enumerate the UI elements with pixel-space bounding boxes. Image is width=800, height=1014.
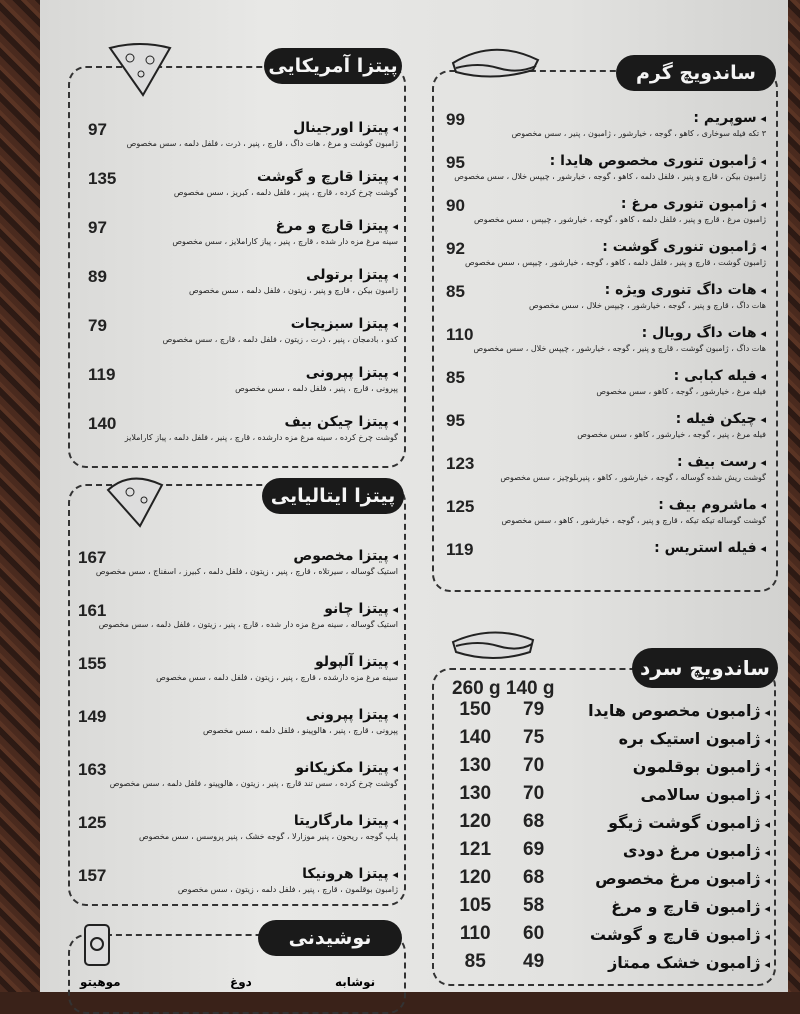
soda-can-icon <box>82 922 112 968</box>
item-price: 89 <box>88 267 107 286</box>
item-description: ۳ تکه فیله سوخاری ، کاهو ، گوجه ، خیارشور ، ژامبون ، پنیر ، سس مخصوص <box>511 129 766 138</box>
item-name: ◂ پیتزا آلپولو <box>78 654 398 670</box>
item-name: ◂ پیتزا چیکن بیف <box>88 414 398 430</box>
item-price: 119 <box>446 540 474 559</box>
item-price: 110 <box>446 325 474 344</box>
item-description: فیله مرغ ، خیارشور ، گوجه ، کاهو ، سس مخصوص <box>596 387 766 396</box>
sandwich-icon <box>448 38 543 88</box>
menu-item <box>78 707 398 760</box>
price-small: 79 <box>523 699 545 720</box>
price-large: 105 <box>459 895 492 916</box>
menu-item <box>78 548 398 601</box>
item-description: ژامبون گوشت و مرغ ، هات داگ ، قارچ ، پنیر ، ذرت ، فلفل دلمه ، سس مخصوص <box>126 139 398 148</box>
item-price: 125 <box>446 497 475 516</box>
cold-sandwich-title: ساندویچ سرد <box>632 648 778 688</box>
item-description: پپرونی ، قارچ ، پنیر ، هالوپینو ، فلفل دلمه ، سس مخصوص <box>203 726 398 735</box>
item-name: ◂ ماشروم بیف : <box>446 497 766 513</box>
cold-item-row <box>446 808 770 836</box>
item-name: ◂ هات داگ رویال : <box>446 325 766 341</box>
item-name: ◂ ژامبون قارچ و گوشت <box>563 925 770 944</box>
menu-item <box>446 110 766 153</box>
item-description: پپرونی ، قارچ ، پنیر ، فلفل دلمه ، سس مخصوص <box>235 384 398 393</box>
cold-item-row <box>446 752 770 780</box>
cold-item-row <box>446 920 770 948</box>
item-name: ◂ ژامبون گوشت ژیگو <box>563 813 770 832</box>
menu-item <box>88 169 398 218</box>
item-description: گوشت ریش شده گوساله ، گوجه ، خیارشور ، کاهو ، پنیربلوچیز ، سس مخصوص <box>500 473 766 482</box>
menu-item <box>88 365 398 414</box>
item-price: 123 <box>446 454 475 473</box>
price-large: 130 <box>459 755 492 776</box>
item-name: ◂ پیتزا قارچ و گوشت <box>88 169 398 185</box>
menu-item <box>88 316 398 365</box>
price-small: 68 <box>523 867 545 888</box>
sub-sandwich-icon <box>448 622 538 666</box>
item-name: ◂ پیتزا مخصوص <box>78 548 398 564</box>
price-small: 58 <box>523 895 545 916</box>
item-price: 85 <box>446 368 465 387</box>
menu-item <box>78 760 398 813</box>
cold-item-row <box>446 864 770 892</box>
item-description: کدو ، بادمجان ، پنیر ، ذرت ، زیتون ، فلفل دلمه ، قارچ ، سس مخصوص <box>162 335 398 344</box>
price-small: 49 <box>523 951 545 972</box>
item-price: 79 <box>88 316 107 335</box>
item-name: ◂ ژامبون استیک بره <box>563 729 770 748</box>
cold-item-row <box>446 892 770 920</box>
price-small: 70 <box>523 783 545 804</box>
item-price: 140 <box>88 414 117 433</box>
item-name: ◂ ژامبون تنوری مرغ : <box>446 196 766 212</box>
item-price: 95 <box>446 411 465 430</box>
menu-item <box>446 454 766 497</box>
item-name: ◂ پیتزا اورجینال <box>88 120 398 136</box>
price-small: 68 <box>523 811 545 832</box>
price-large: 120 <box>459 867 492 888</box>
item-price: 125 <box>78 813 107 832</box>
price-small: 70 <box>523 755 545 776</box>
cold-item-row <box>446 780 770 808</box>
item-price: 163 <box>78 760 107 779</box>
item-description: هات داگ ، قارچ و پنیر ، گوجه ، خیارشور ، چیپس خلال ، سس مخصوص <box>529 301 766 310</box>
menu-item <box>88 218 398 267</box>
cold-item-row <box>446 724 770 752</box>
item-description: فیله مرغ ، پنیر ، گوجه ، خیارشور ، کاهو ، سس مخصوص <box>577 430 766 439</box>
price-large: 130 <box>459 783 492 804</box>
cold-item-row <box>446 696 770 724</box>
item-price: 119 <box>88 365 116 384</box>
item-price: 99 <box>446 110 465 129</box>
item-price: 157 <box>78 866 107 885</box>
item-description: سینه مرغ مزه دار شده ، قارچ ، پنیر ، پیاز کاراملایز ، سس مخصوص <box>172 237 398 246</box>
item-name: ◂ پیتزا برتولی <box>88 267 398 283</box>
price-small: 75 <box>523 727 545 748</box>
italian-pizza-title: پیتزا ایتالیایی <box>262 478 404 514</box>
price-large: 121 <box>459 839 492 860</box>
price-small: 60 <box>523 923 545 944</box>
item-description: گوشت چرخ کرده ، قارچ ، پنیر ، فلفل دلمه ، کبریز ، سس مخصوص <box>173 188 398 197</box>
item-price: 135 <box>88 169 117 188</box>
item-price: 95 <box>446 153 465 172</box>
american-pizza-list <box>88 120 398 463</box>
item-name: ◂ ژامبون بوقلمون <box>563 757 770 776</box>
cold-sandwich-list <box>446 696 770 976</box>
item-price: 161 <box>78 601 107 620</box>
price-large: 120 <box>459 811 492 832</box>
item-description: گوشت چرخ کرده ، سس تند قارچ ، پنیر ، زیتون ، هالوپینو ، فلفل دلمه ، سس مخصوص <box>109 779 398 788</box>
size-large-label: 260 g <box>452 678 501 699</box>
menu-item <box>446 497 766 540</box>
menu-item <box>446 411 766 454</box>
item-price: 97 <box>88 120 107 139</box>
item-description: ژامبون گوشت ، قارچ و پنیر ، فلفل دلمه ، کاهو ، گوجه ، خیارشور ، چیپس ، سس مخصوص <box>465 258 766 267</box>
item-description: گوشت گوساله تیکه تیکه ، قارچ و پنیر ، گوجه ، خیارشور ، کاهو ، سس مخصوص <box>501 516 766 525</box>
menu-item <box>88 120 398 169</box>
item-description: ژامبون بوقلمون ، قارچ ، پنیر ، فلفل دلمه ، زیتون ، سس مخصوص <box>177 885 398 894</box>
item-name: ◂ ژامبون مرغ مخصوص <box>563 869 770 888</box>
item-name: ◂ پیتزا پپرونی <box>88 365 398 381</box>
item-name: ◂ پیتزا مارگاریتا <box>78 813 398 829</box>
item-name: ◂ پیتزا سبزیجات <box>88 316 398 332</box>
item-name: ◂ ژامبون مخصوص هایدا <box>563 701 770 720</box>
menu-item <box>446 196 766 239</box>
item-price: 149 <box>78 707 107 726</box>
item-description: گوشت چرخ کرده ، سینه مرغ مزه دارشده ، قارچ ، پنیر ، فلفل دلمه ، پیاز کاراملایز <box>124 433 398 442</box>
item-price: 92 <box>446 239 465 258</box>
size-small-label: 140 g <box>505 678 555 699</box>
item-name: ◂ پیتزا مکزیکانو <box>78 760 398 776</box>
item-name: ◂ ژامبون تنوری مخصوص هایدا : <box>446 153 766 169</box>
item-name: ◂ چیکن فیله : <box>446 411 766 427</box>
menu-item <box>446 282 766 325</box>
item-description: سینه مرغ مزه دارشده ، قارچ ، پنیر ، زیتون ، فلفل دلمه ، سس مخصوص <box>156 673 398 682</box>
menu-item <box>78 601 398 654</box>
item-description: ژامبون بیکن ، قارچ و پنیر ، فلفل دلمه ، کاهو ، گوجه ، خیارشور ، چیپس خلال ، سس مخصوص <box>454 172 766 181</box>
item-price: 167 <box>78 548 107 567</box>
menu-item <box>78 813 398 866</box>
hot-sandwich-list <box>446 110 766 583</box>
menu-item <box>88 414 398 463</box>
drink-item: نوشابه <box>335 975 376 989</box>
item-description: استیک گوساله ، سینه مرغ مزه دار شده ، قارچ ، پنیر ، زیتون ، فلفل دلمه ، سس مخصوص <box>98 620 398 629</box>
item-description: هات داگ ، ژامبون گوشت ، قارچ و پنیر ، گوجه ، خیارشور ، چیپس خلال ، سس مخصوص <box>473 344 766 353</box>
hot-sandwich-title: ساندویچ گرم <box>616 55 776 91</box>
item-name: ◂ فیله کبابی : <box>446 368 766 384</box>
pizza-icon <box>100 470 170 530</box>
price-large: 140 <box>459 727 492 748</box>
item-name: ◂ ژامبون قارچ و مرغ <box>563 897 770 916</box>
menu-item <box>446 325 766 368</box>
item-name: ◂ رست بیف : <box>446 454 766 470</box>
item-price: 85 <box>446 282 465 301</box>
price-small: 69 <box>523 839 545 860</box>
item-price: 155 <box>78 654 107 673</box>
pizza-slice-icon <box>105 40 175 98</box>
italian-pizza-list <box>78 548 398 919</box>
item-description: استیک گوساله ، سیرتلاه ، قارچ ، پنیر ، زیتون ، فلفل دلمه ، کبیرز ، اسفناج ، سس مخصوص <box>95 567 398 576</box>
item-name: ◂ ژامبون مرغ دودی <box>563 841 770 860</box>
item-price: 90 <box>446 196 465 215</box>
menu-item <box>78 866 398 919</box>
menu-item <box>446 153 766 196</box>
drink-item: دوغ <box>230 975 252 989</box>
item-name: ◂ پیتزا پپرونی <box>78 707 398 723</box>
menu-item <box>446 368 766 411</box>
item-name: ◂ پیتزا چانو <box>78 601 398 617</box>
item-name: ◂ سوپریم : <box>446 110 766 126</box>
item-price: 97 <box>88 218 107 237</box>
cold-item-row <box>446 836 770 864</box>
price-large: 150 <box>459 699 492 720</box>
item-description: پلپ گوجه ، ریحون ، پنیر موزارلا ، گوجه خشک ، پنیر پروسس ، سس مخصوص <box>138 832 398 841</box>
drinks-title: نوشیدنی <box>258 920 402 956</box>
menu-item <box>88 267 398 316</box>
price-large: 110 <box>459 923 491 944</box>
item-description: ژامبون بیکن ، قارچ و پنیر ، زیتون ، فلفل دلمه ، سس مخصوص <box>188 286 398 295</box>
menu-item <box>446 540 766 583</box>
item-name: ◂ فیله استریس : <box>446 540 766 556</box>
drink-item: موهیتو <box>80 975 121 989</box>
item-name: ◂ پیتزا هرونیکا <box>78 866 398 882</box>
item-name: ◂ ژامبون خشک ممتاز <box>563 953 770 972</box>
american-pizza-title: پیتزا آمریکایی <box>264 48 402 84</box>
item-description: ژامبون مرغ ، قارچ و پنیر ، فلفل دلمه ، کاهو ، گوجه ، خیارشور ، چیپس ، سس مخصوص <box>474 215 766 224</box>
menu-item <box>446 239 766 282</box>
item-name: ◂ پیتزا قارچ و مرغ <box>88 218 398 234</box>
cold-item-row <box>446 948 770 976</box>
item-name: ◂ هات داگ تنوری ویژه : <box>446 282 766 298</box>
item-name: ◂ ژامبون سالامی <box>563 785 770 804</box>
price-large: 85 <box>464 951 486 972</box>
item-name: ◂ ژامبون تنوری گوشت : <box>446 239 766 255</box>
menu-item <box>78 654 398 707</box>
